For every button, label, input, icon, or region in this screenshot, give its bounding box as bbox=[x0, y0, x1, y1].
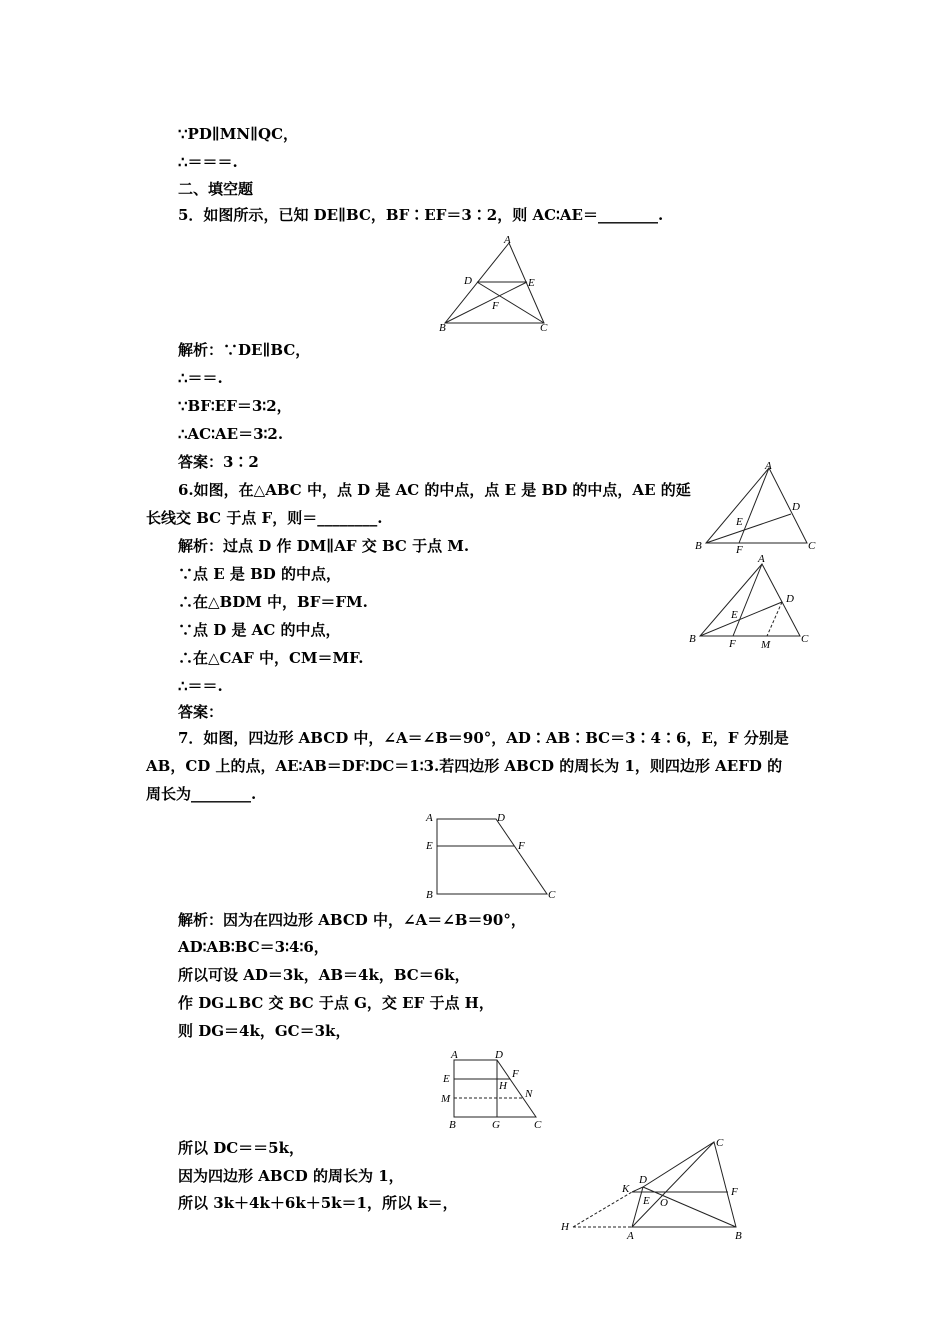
problem-5: 5．如图所示，已知 DE∥BC，BF∶EF＝3∶2，则 AC∶AE＝________. bbox=[178, 206, 664, 224]
text-line: ∴AC∶AE＝3∶2. bbox=[178, 425, 284, 443]
svg-text:B: B bbox=[449, 1119, 456, 1131]
svg-text:F: F bbox=[736, 544, 743, 556]
svg-text:E: E bbox=[443, 1073, 450, 1085]
svg-text:O: O bbox=[660, 1197, 668, 1209]
svg-text:D: D bbox=[639, 1174, 647, 1186]
text-line: 因为四边形 ABCD 的周长为 1， bbox=[178, 1167, 404, 1185]
svg-text:A: A bbox=[765, 460, 772, 472]
svg-text:N: N bbox=[525, 1088, 533, 1100]
text-line: 所以 DC＝＝5k， bbox=[178, 1139, 304, 1157]
answer-5: 答案：3∶2 bbox=[178, 453, 259, 471]
svg-text:M: M bbox=[441, 1093, 451, 1105]
svg-text:A: A bbox=[504, 234, 511, 246]
svg-text:F: F bbox=[512, 1068, 519, 1080]
svg-text:F: F bbox=[518, 840, 525, 852]
problem-6: 6.如图，在△ABC 中，点 D 是 AC 的中点，点 E 是 BD 的中点，AE 的延 bbox=[178, 481, 691, 499]
svg-text:C: C bbox=[801, 633, 809, 645]
svg-text:B: B bbox=[689, 633, 696, 645]
text-line: 解析：因为在四边形 ABCD 中，∠A＝∠B＝90°， bbox=[178, 911, 526, 929]
text-line: ∴在△CAF 中，CM＝MF. bbox=[178, 649, 364, 667]
svg-text:D: D bbox=[497, 812, 505, 824]
answer-6: 答案： bbox=[178, 703, 224, 721]
figure-8 bbox=[556, 1132, 756, 1244]
svg-text:M: M bbox=[761, 639, 771, 651]
svg-text:E: E bbox=[528, 277, 535, 289]
text-line: ∴在△BDM 中，BF＝FM. bbox=[178, 593, 368, 611]
svg-text:F: F bbox=[492, 300, 499, 312]
svg-text:A: A bbox=[758, 553, 765, 565]
svg-text:B: B bbox=[695, 540, 702, 552]
svg-text:E: E bbox=[731, 609, 738, 621]
text-line: 解析：∵DE∥BC， bbox=[178, 341, 311, 359]
svg-text:B: B bbox=[426, 889, 433, 901]
svg-text:K: K bbox=[622, 1183, 630, 1195]
problem-6-cont: 长线交 BC 于点 F，则＝________. bbox=[146, 509, 383, 527]
svg-text:C: C bbox=[540, 322, 548, 334]
svg-text:H: H bbox=[561, 1221, 569, 1233]
svg-text:B: B bbox=[439, 322, 446, 334]
figure-6b bbox=[685, 551, 815, 653]
svg-text:E: E bbox=[736, 516, 743, 528]
figure-7b bbox=[437, 1045, 547, 1133]
text-line: ∴＝＝. bbox=[178, 677, 223, 695]
svg-text:G: G bbox=[492, 1119, 500, 1131]
text-line: 则 DG＝4k，GC＝3k， bbox=[178, 1022, 351, 1040]
svg-text:C: C bbox=[548, 889, 556, 901]
text-line: ∵点 D 是 AC 的中点， bbox=[178, 621, 341, 639]
svg-text:B: B bbox=[735, 1230, 742, 1242]
text-line: 解析：过点 D 作 DM∥AF 交 BC 于点 M. bbox=[178, 537, 470, 555]
figure-5 bbox=[436, 232, 556, 334]
svg-text:F: F bbox=[729, 638, 736, 650]
text-line: ∴＝＝. bbox=[178, 369, 223, 387]
svg-text:D: D bbox=[464, 275, 472, 287]
svg-text:E: E bbox=[426, 840, 433, 852]
svg-text:F: F bbox=[731, 1186, 738, 1198]
svg-text:D: D bbox=[786, 593, 794, 605]
problem-7-cont: AB，CD 上的点，AE∶AB＝DF∶DC＝1∶3.若四边形 ABCD 的周长为 1，则四边形 AEFD 的 bbox=[146, 757, 783, 775]
svg-text:A: A bbox=[451, 1049, 458, 1061]
svg-text:C: C bbox=[534, 1119, 542, 1131]
svg-text:A: A bbox=[426, 812, 433, 824]
text-line: 所以可设 AD＝3k，AB＝4k，BC＝6k， bbox=[178, 966, 470, 984]
svg-text:C: C bbox=[808, 540, 816, 552]
figure-7a bbox=[420, 808, 560, 904]
svg-text:H: H bbox=[499, 1080, 507, 1092]
text-line: AD∶AB∶BC＝3∶4∶6， bbox=[178, 938, 329, 956]
text-line: ∵BF∶EF＝3∶2， bbox=[178, 397, 292, 415]
text-line: 作 DG⊥BC 交 BC 于点 G，交 EF 于点 H， bbox=[178, 994, 494, 1012]
text-line: ∵PD∥MN∥QC， bbox=[178, 125, 299, 143]
svg-text:D: D bbox=[495, 1049, 503, 1061]
svg-text:C: C bbox=[716, 1137, 724, 1149]
svg-text:E: E bbox=[643, 1195, 650, 1207]
section-heading: 二、填空题 bbox=[178, 180, 254, 198]
text-line: ∵点 E 是 BD 的中点， bbox=[178, 565, 342, 583]
svg-text:D: D bbox=[792, 501, 800, 513]
problem-7: 7．如图，四边形 ABCD 中，∠A＝∠B＝90°，AD∶AB∶BC＝3∶4∶6，E，F 分别是 bbox=[178, 729, 789, 747]
figure-6a bbox=[690, 457, 820, 557]
problem-7-cont: 周长为________. bbox=[146, 785, 257, 803]
svg-text:A: A bbox=[627, 1230, 634, 1242]
text-line: ∴＝＝＝. bbox=[178, 153, 238, 171]
text-line: 所以 3k＋4k＋6k＋5k＝1，所以 k＝， bbox=[178, 1194, 458, 1212]
